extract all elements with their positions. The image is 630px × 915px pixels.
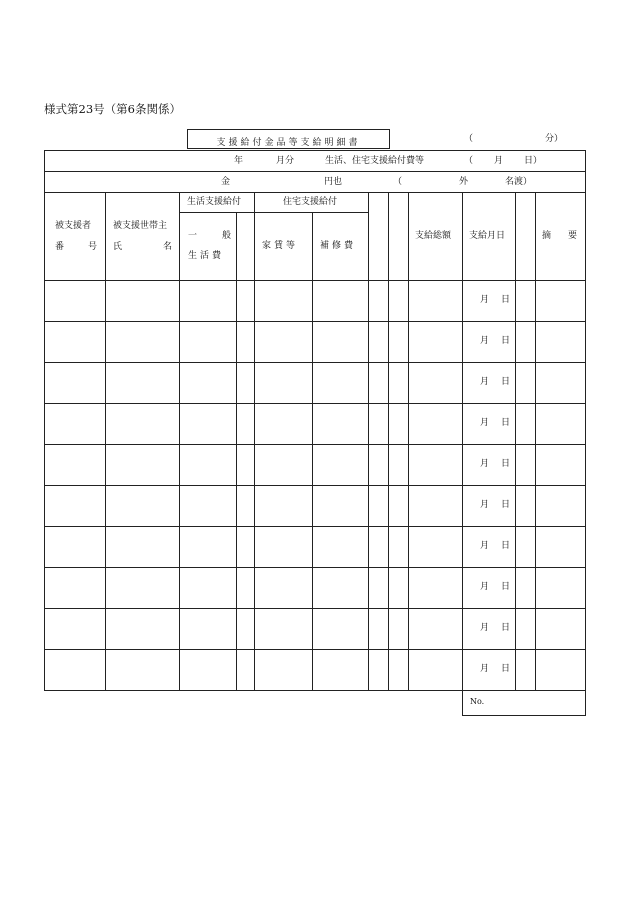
header-payment-date: 支給月日 (469, 231, 506, 241)
row-divider (44, 321, 586, 322)
row-payment-day: 日 (501, 295, 511, 305)
form-title: 支援給付金品等支給明細書 (216, 138, 361, 148)
row-divider (44, 403, 586, 404)
column-divider (535, 192, 536, 691)
row-payment-day: 日 (501, 459, 511, 469)
row-payment-month: 月 (480, 295, 490, 305)
column-divider (179, 192, 180, 691)
table-right-border (585, 150, 586, 691)
header-recipient-no-line1: 被支援者 (55, 221, 92, 231)
period-category-label: 生活、住宅支援給付費等 (325, 156, 425, 166)
row-payment-month: 月 (480, 418, 490, 428)
row-payment-day: 日 (501, 541, 511, 551)
row-payment-month: 月 (480, 336, 490, 346)
header-bottom-line (44, 280, 586, 281)
column-divider (462, 192, 463, 691)
column-divider (408, 192, 409, 691)
period-date-day: 日） (524, 156, 543, 166)
period-unit: 分） (545, 134, 564, 144)
row-payment-month: 月 (480, 541, 490, 551)
header-living-support-group: 生活支援給付 (187, 197, 242, 207)
sheet-number-box (462, 689, 586, 716)
column-divider (388, 192, 389, 691)
table-left-border (44, 150, 45, 691)
period-date-month: 月 (494, 156, 504, 166)
column-divider (515, 192, 516, 691)
period-date-paren-open: （ (464, 156, 474, 166)
row-divider (44, 608, 586, 609)
period-row-bottom-line (44, 171, 586, 172)
row-divider (44, 362, 586, 363)
group-header-line (180, 212, 369, 213)
header-general-living-2: 生活費 (188, 251, 225, 261)
amount-row-bottom-line (44, 192, 586, 193)
header-general-living-1a: 一 (188, 231, 198, 241)
header-household-head-line1: 被支援世帯主 (113, 221, 168, 231)
row-divider (44, 526, 586, 527)
row-payment-month: 月 (480, 623, 490, 633)
period-year-label: 年 (234, 156, 244, 166)
row-payment-day: 日 (501, 377, 511, 387)
header-household-head-line2a: 氏 (113, 242, 123, 252)
period-paren-open: （ (464, 134, 474, 144)
row-payment-day: 日 (501, 664, 511, 674)
row-payment-day: 日 (501, 418, 511, 428)
row-divider (44, 444, 586, 445)
amount-others-label: 外 (459, 177, 469, 187)
row-divider (44, 649, 586, 650)
period-month-label: 月分 (276, 156, 295, 166)
amount-names-label: 名渡） (505, 177, 533, 187)
row-payment-month: 月 (480, 459, 490, 469)
column-divider (236, 212, 237, 691)
header-housing-support-group: 住宅支援給付 (283, 197, 338, 207)
sheet-number-label: No. (470, 697, 485, 706)
column-divider (312, 212, 313, 691)
header-remarks-b: 要 (568, 231, 578, 241)
header-general-living-1b: 般 (222, 231, 232, 241)
row-payment-month: 月 (480, 582, 490, 592)
amount-paren-open: （ (393, 177, 403, 187)
row-payment-month: 月 (480, 377, 490, 387)
header-recipient-no-line2b: 号 (88, 242, 98, 252)
header-repair: 補修費 (320, 241, 357, 251)
amount-kin-label: 金 (221, 177, 231, 187)
row-payment-month: 月 (480, 500, 490, 510)
form-title-box (187, 129, 390, 149)
row-payment-day: 日 (501, 336, 511, 346)
header-rent: 家賃等 (262, 241, 299, 251)
column-divider (105, 192, 106, 691)
row-payment-day: 日 (501, 500, 511, 510)
header-household-head-line2b: 名 (163, 242, 173, 252)
header-remarks-a: 摘 (542, 231, 552, 241)
table-top-border (44, 150, 586, 151)
row-payment-month: 月 (480, 664, 490, 674)
row-payment-day: 日 (501, 623, 511, 633)
form-number-label: 様式第23号（第6条関係） (44, 102, 181, 116)
row-divider (44, 485, 586, 486)
header-recipient-no-line2a: 番 (55, 242, 65, 252)
row-divider (44, 567, 586, 568)
row-payment-day: 日 (501, 582, 511, 592)
amount-yen-label: 円也 (324, 177, 343, 187)
header-total-amount: 支給総額 (415, 231, 452, 241)
column-divider (254, 192, 255, 691)
column-divider (368, 192, 369, 691)
